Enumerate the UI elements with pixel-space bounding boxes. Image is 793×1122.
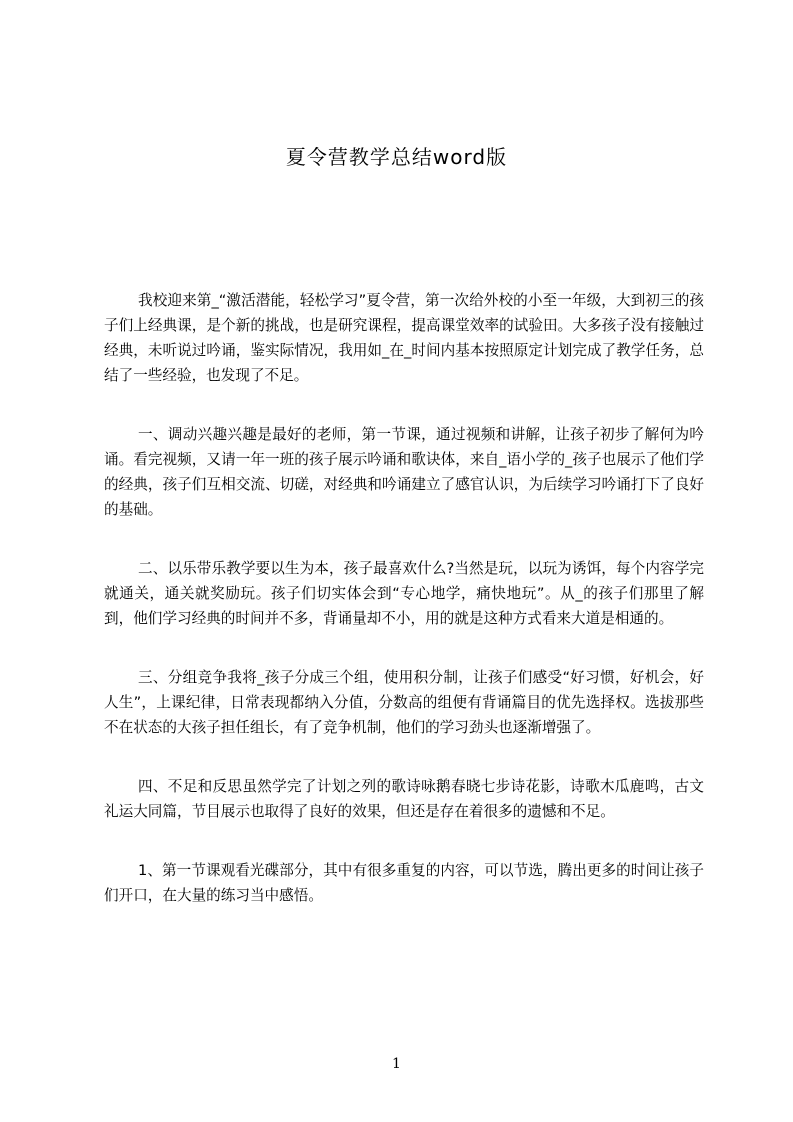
- paragraph-section-2: 二、以乐带乐教学要以生为本，孩子最喜欢什么?当然是玩，以玩为诱饵，每个内容学完就通关，通关就奖励玩。孩子们切实体会到“专心地学，痛快地玩”。从_的孩子们那里了解到，他们学习经典的时间并不多，背诵量却不小，用的就是这种方式看来大道是相通的。: [104, 560, 704, 627]
- paragraph-section-1: 一、调动兴趣兴趣是最好的老师，第一节课，通过视频和讲解，让孩子初步了解何为吟诵。看完视频，又请一年一班的孩子展示吟诵和歌诀体，来自_语小学的_孩子也展示了他们学的经典，孩子们互相交流、切磋，对经典和吟诵建立了感官认识，为后续学习吟诵打下了良好的基础。: [104, 426, 704, 518]
- document-body: [104, 288, 704, 942]
- paragraph-intro: 我校迎来第_“激活潜能，轻松学习”夏令营，第一次给外校的小至一年级，大到初三的孩子们上经典课，是个新的挑战，也是研究课程，提高课堂效率的试验田。大多孩子没有接触过经典，未听说过吟诵，鉴实际情况，我用如_在_时间内基本按照原定计划完成了教学任务，总结了一些经验，也发现了不足。: [104, 292, 704, 384]
- page-number: 1: [392, 1056, 401, 1072]
- document-title: 夏令营教学总结word版: [285, 145, 508, 169]
- paragraph-section-3: 三、分组竞争我将_孩子分成三个组，使用积分制，让孩子们感受“好习惯，好机会，好人生”，上课纪律，日常表现都纳入分值，分数高的组便有背诵篇目的优先选择权。选拔那些不在状态的大孩子担任组长，有了竞争机制，他们的学习劲头也逐渐增强了。: [104, 669, 704, 736]
- paragraph-item-1: 1、第一节课观看光碟部分，其中有很多重复的内容，可以节选，腾出更多的时间让孩子们开口，在大量的练习当中感悟。: [104, 862, 704, 904]
- paragraph-section-4: 四、不足和反思虽然学完了计划之列的歌诗咏鹅春晓七步诗花影，诗歌木瓜鹿鸣，古文礼运大同篇，节目展示也取得了良好的效果，但还是存在着很多的遗憾和不足。: [104, 778, 704, 820]
